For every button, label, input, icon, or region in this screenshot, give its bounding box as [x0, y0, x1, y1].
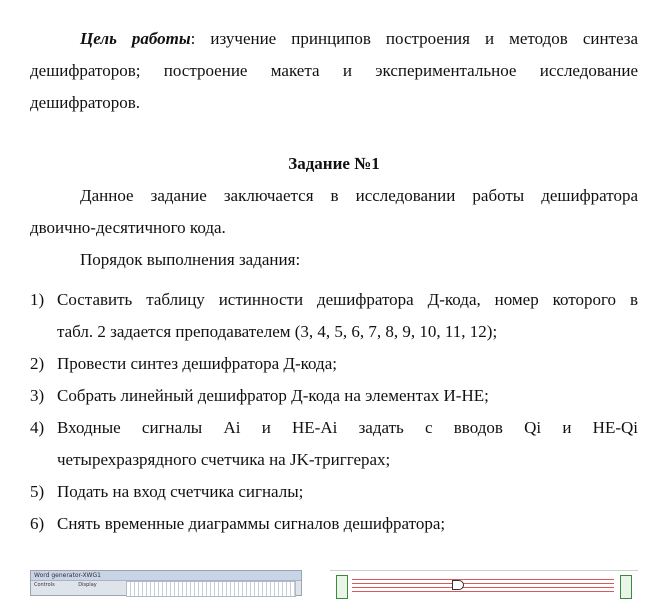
word-generator-grid [126, 581, 296, 597]
step-3-line-1: Собрать линейный дешифратор Д-кода на элементах И-НЕ; [57, 386, 489, 405]
circuit-schematic-screenshot [330, 570, 638, 597]
step-4-line-2: четырехразрядного счетчика на JK-триггерах; [57, 450, 391, 469]
step-1-num: 1) [30, 290, 45, 309]
display-label: Display [78, 582, 97, 588]
step-6-num: 6) [30, 514, 45, 533]
task-desc-line-1: Данное задание заключается в исследовании работы дешифратора [80, 186, 638, 205]
step-5-line-1: Подать на вход счетчика сигналы; [57, 482, 304, 501]
controls-label: Controls [34, 582, 55, 588]
task-order-label: Порядок выполнения задания: [80, 250, 301, 269]
step-6-line-1: Снять временные диаграммы сигналов дешифратора; [57, 514, 446, 533]
goal-label: Цель работы [80, 29, 191, 48]
step-3-num: 3) [30, 386, 45, 405]
goal-line-3: дешифраторов. [30, 93, 140, 112]
step-1-line-1: Составить таблицу истинности дешифратора Д-кода, номер которого в [57, 290, 638, 309]
step-4-line-1: Входные сигналы Ai и НЕ-Ai задать с вводов Qi и НЕ-Qi [57, 418, 638, 437]
step-2-num: 2) [30, 354, 45, 373]
wire [352, 587, 614, 588]
logic-gate [452, 580, 464, 590]
goal-text-1: : изучение принципов построения и методов синтеза [190, 29, 639, 48]
chip-right [620, 575, 632, 599]
goal-line-1 [80, 29, 638, 49]
goal-line-2: дешифраторов; построение макета и экспериментальное исследование [30, 61, 638, 80]
step-4-num: 4) [30, 418, 45, 437]
chip-left [336, 575, 348, 599]
step-2-line-1: Провести синтез дешифратора Д-кода; [57, 354, 337, 373]
step-5-num: 5) [30, 482, 45, 501]
wire [352, 583, 614, 584]
task-desc-line-2: двоично-десятичного кода. [30, 218, 226, 237]
word-generator-title: Word generator-XWG1 [31, 571, 301, 581]
word-generator-screenshot [30, 570, 302, 596]
task-title: Задание №1 [288, 154, 380, 173]
wire [352, 579, 614, 580]
step-1-line-2: табл. 2 задается преподавателем (3, 4, 5, 6, 7, 8, 9, 10, 11, 12); [57, 322, 498, 341]
